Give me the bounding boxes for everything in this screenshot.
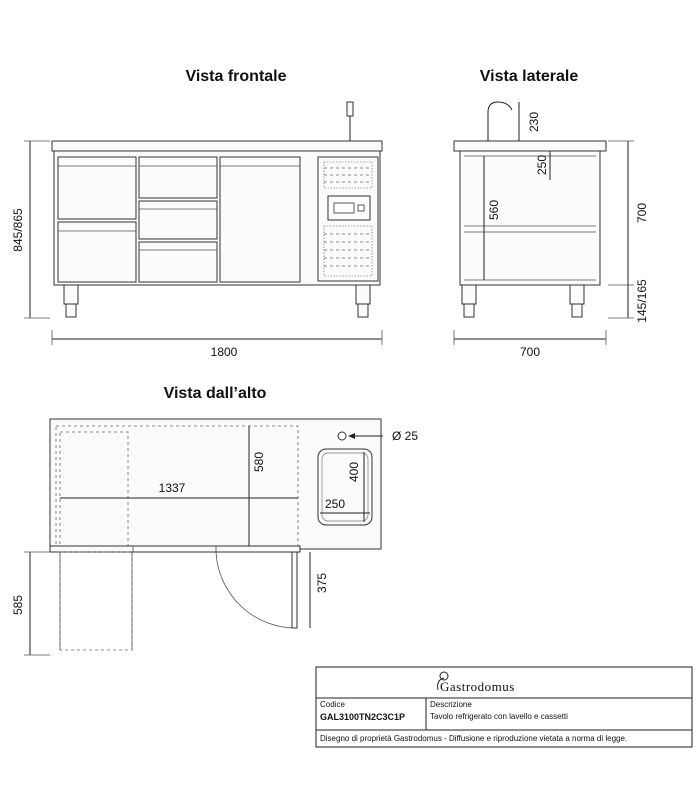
top-dim-375: 375 — [315, 572, 329, 594]
front-width-dim: 1800 — [210, 345, 238, 359]
side-view-title: Vista laterale — [479, 68, 579, 85]
side-faucet — [488, 102, 512, 141]
front-drawer-mid-1 — [139, 157, 217, 198]
brand-name: Gastrodomus — [440, 679, 515, 694]
top-dim-580: 580 — [252, 451, 266, 473]
side-dim-250: 250 — [535, 154, 549, 176]
front-drawer-mid-3 — [139, 242, 217, 282]
side-dim-560: 560 — [487, 199, 501, 221]
front-drawer-mid-2 — [139, 201, 217, 239]
top-dim-250: 250 — [324, 497, 346, 511]
side-view — [454, 102, 649, 359]
top-drawer-extension — [60, 552, 132, 650]
side-dim-230: 230 — [527, 111, 541, 133]
side-body — [460, 151, 600, 285]
side-worktop — [454, 141, 606, 151]
side-dim-145-165: 145/165 — [635, 279, 649, 323]
side-width-dim: 700 — [519, 345, 541, 359]
top-faucet-hole — [338, 432, 346, 440]
top-dim-400: 400 — [347, 461, 361, 483]
top-dim-585: 585 — [11, 594, 25, 616]
code-value: GAL3100TN2C3C1P — [320, 712, 406, 722]
front-door — [220, 157, 300, 282]
title-block — [316, 667, 692, 747]
side-leg-right — [570, 285, 584, 304]
top-view-title: Vista dall’alto — [163, 385, 267, 402]
front-display — [334, 203, 354, 213]
front-view — [11, 102, 382, 359]
top-view — [11, 419, 418, 655]
side-dim-700-vertical: 700 — [635, 202, 649, 224]
ownership-notice: Disegno di proprietà Gastrodomus - Diffusione e riproduzione vietata a norma di legge. — [320, 734, 628, 743]
front-leg-right — [356, 285, 370, 304]
side-leg-left — [462, 285, 476, 304]
front-worktop — [52, 141, 382, 151]
code-label: Codice — [320, 700, 345, 709]
front-view-title: Vista frontale — [185, 68, 287, 85]
top-door-swing — [216, 552, 296, 628]
top-door-open — [292, 552, 297, 628]
top-hole-dim: Ø 25 — [392, 429, 419, 443]
description-value: Tavolo refrigerato con lavello e cassetti — [430, 712, 568, 721]
front-leg-left — [64, 285, 78, 304]
top-dim-1337: 1337 — [158, 481, 186, 495]
description-label: Descrizione — [430, 700, 472, 709]
front-height-dim: 845/865 — [11, 208, 25, 252]
